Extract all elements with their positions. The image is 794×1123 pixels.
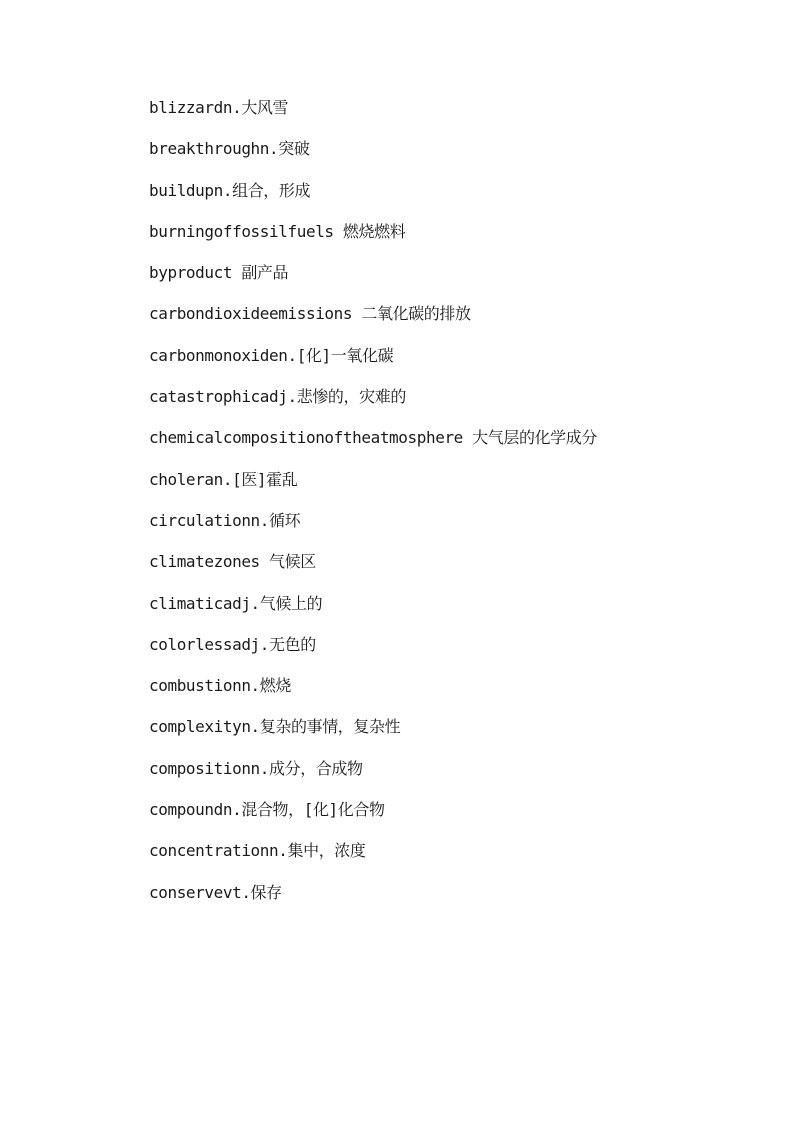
vocabulary-entry: compoundn.混合物，[化]化合物 — [149, 800, 385, 820]
vocabulary-entry: conservevt.保存 — [149, 882, 282, 902]
vocabulary-entry: carbondioxideemissions 二氧化碳的排放 — [149, 304, 471, 324]
vocabulary-entry: colorlessadj.无色的 — [149, 634, 316, 654]
vocabulary-entry: chemicalcompositionoftheatmosphere 大气层的化学成分 — [149, 428, 597, 448]
vocabulary-entry: circulationn.循环 — [149, 510, 301, 530]
vocabulary-entry: combustionn.燃烧 — [149, 676, 291, 696]
vocabulary-entry: buildupn.组合，形成 — [149, 180, 311, 200]
vocabulary-entry: byproduct 副产品 — [149, 263, 289, 283]
vocabulary-entry: climatezones 气候区 — [149, 552, 316, 572]
vocabulary-entry: carbonmonoxiden.[化]一氧化碳 — [149, 345, 394, 365]
vocabulary-entry: blizzardn.大风雪 — [149, 98, 289, 117]
vocabulary-entry: choleran.[医]霍乱 — [149, 469, 298, 489]
vocabulary-entry: breakthroughn.突破 — [149, 139, 310, 159]
vocabulary-entry: catastrophicadj.悲惨的，灾难的 — [149, 387, 406, 407]
vocabulary-entry: concentrationn.集中，浓度 — [149, 841, 366, 861]
vocabulary-list — [149, 96, 597, 922]
vocabulary-entry: climaticadj.气候上的 — [149, 593, 323, 613]
vocabulary-entry: burningoffossilfuels 燃烧燃料 — [149, 221, 406, 241]
vocabulary-entry: complexityn.复杂的事情，复杂性 — [149, 717, 401, 737]
vocabulary-entry: compositionn.成分，合成物 — [149, 758, 363, 778]
